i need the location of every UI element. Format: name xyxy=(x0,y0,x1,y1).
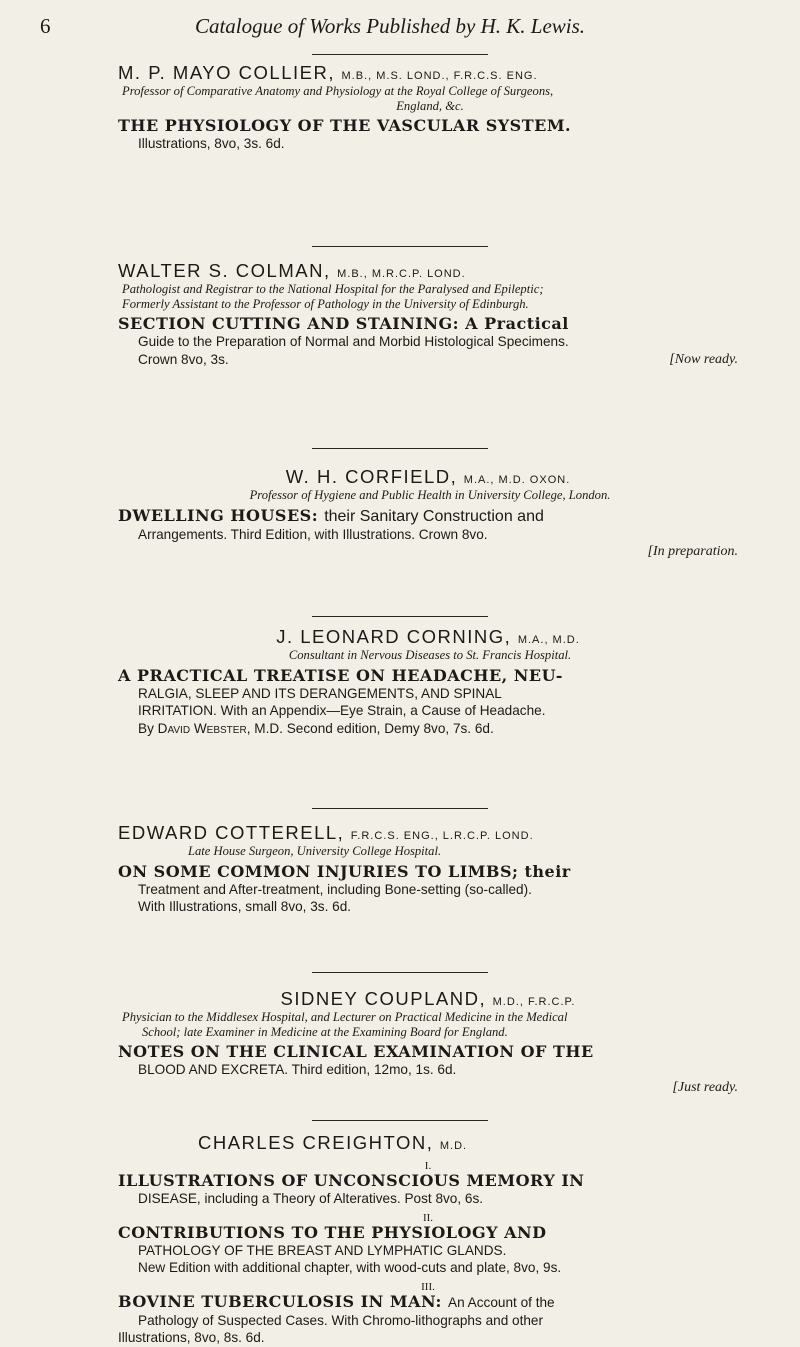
separator-rule xyxy=(312,972,488,973)
separator-rule xyxy=(312,616,488,617)
book-description: PATHOLOGY OF THE BREAST AND LYMPHATIC GLANDS. xyxy=(138,1242,507,1258)
separator-rule xyxy=(312,54,488,55)
book-edition-price: , M.D. Second edition, Demy 8vo, 7s. 6d. xyxy=(246,720,494,736)
catalogue-entry-coupland xyxy=(118,988,738,1096)
book-title-main: SECTION CUTTING AND STAINING: xyxy=(118,314,460,333)
author-affiliation-cont: England, &c. xyxy=(396,98,464,113)
author-qualifications: F.R.C.S. ENG., L.R.C.P. LOND. xyxy=(350,830,534,842)
author-name: W. H. CORFIELD, xyxy=(285,466,458,487)
author-affiliation: Pathologist and Registrar to the National Hospital for the Paralysed and Epileptic; xyxy=(122,282,544,296)
separator-rule xyxy=(312,246,488,247)
author-heading xyxy=(118,260,738,282)
book-title-main: ON SOME COMMON INJURIES TO LIMBS; xyxy=(118,861,519,881)
book-description: Pathology of Suspected Cases. With Chromo-lithographs and other xyxy=(138,1312,544,1328)
author-name: M. P. MAYO COLLIER, xyxy=(118,62,335,83)
availability-status: [In preparation. xyxy=(647,544,738,559)
running-head xyxy=(40,14,740,42)
work-numeral: II. xyxy=(422,1211,434,1224)
book-description: Guide to the Preparation of Normal and Morbid Histological Specimens. xyxy=(138,334,569,349)
catalogue-entry-colman xyxy=(118,260,738,368)
author-affiliation-cont: School; late Examiner in Medicine at the Examining Board for England. xyxy=(142,1024,508,1039)
author-heading xyxy=(118,626,738,648)
author-heading xyxy=(118,988,738,1010)
book-price: Crown 8vo, 3s. xyxy=(138,351,229,367)
book-description: Treatment and After-treatment, including Bone-setting (so-called). xyxy=(138,881,532,897)
author-affiliation: Late House Surgeon, University College Hospital. xyxy=(188,844,442,858)
author-affiliation: Professor of Comparative Anatomy and Physiology at the Royal College of Surgeons, xyxy=(122,84,554,98)
contributor-name: David Webster xyxy=(157,720,247,736)
work-numeral: I. xyxy=(424,1160,432,1172)
separator-rule xyxy=(312,1120,488,1121)
author-qualifications: M.D., F.R.C.P. xyxy=(492,996,576,1008)
book-title: THE PHYSIOLOGY OF THE VASCULAR SYSTEM. xyxy=(118,116,572,135)
byline-prefix: By xyxy=(138,720,158,736)
separator-rule xyxy=(312,448,488,449)
running-title: Catalogue of Works Published by H. K. Lewis. xyxy=(194,14,586,38)
separator-rule xyxy=(312,808,488,809)
author-heading xyxy=(118,822,738,844)
book-description: Arrangements. Third Edition, with Illustrations. Crown 8vo. xyxy=(138,526,488,542)
work-numeral: III. xyxy=(421,1280,435,1293)
catalogue-entry-creighton xyxy=(118,1132,738,1347)
author-qualifications: M.B., M.R.C.P. LOND. xyxy=(337,268,466,280)
availability-status: [Just ready. xyxy=(672,1079,738,1095)
book-description-byline xyxy=(118,720,738,738)
book-description-cont: With Illustrations, small 8vo, 3s. 6d. xyxy=(138,899,352,914)
author-affiliation-cont: Formerly Assistant to the Professor of Pathology in the University of Edinburgh. xyxy=(122,296,529,311)
book-title: CONTRIBUTIONS TO THE PHYSIOLOGY AND xyxy=(118,1222,547,1242)
author-qualifications: M.B., M.S. LOND., F.R.C.S. ENG. xyxy=(341,70,538,82)
book-title xyxy=(118,1293,738,1312)
author-affiliation: Professor of Hygiene and Public Health in University College, London. xyxy=(249,488,611,502)
book-title: ILLUSTRATIONS OF UNCONSCIOUS MEMORY IN xyxy=(118,1171,585,1190)
availability-status: [Now ready. xyxy=(669,351,738,367)
book-title-main: DWELLING HOUSES: xyxy=(118,505,319,525)
author-name: J. LEONARD CORNING, xyxy=(276,626,512,647)
book-title-cont: their Sanitary Construction and xyxy=(324,507,544,525)
author-name: SIDNEY COUPLAND, xyxy=(280,988,487,1009)
author-heading xyxy=(118,62,738,84)
book-description-cont xyxy=(118,351,738,369)
book-title-main: BOVINE TUBERCULOSIS IN MAN: xyxy=(118,1291,442,1311)
book-description: Illustrations, 8vo, 3s. 6d. xyxy=(138,136,285,151)
book-title xyxy=(118,507,738,526)
catalogue-entry-corfield xyxy=(118,466,738,561)
author-qualifications: M.D. xyxy=(439,1140,468,1152)
book-description-cont xyxy=(118,543,738,561)
author-heading xyxy=(118,1132,738,1154)
author-name: EDWARD COTTERELL, xyxy=(118,822,345,843)
book-description-cont: IRRITATION. With an Appendix—Eye Strain, a Cause of Headache. xyxy=(138,703,546,718)
book-title xyxy=(118,315,738,333)
book-title xyxy=(118,863,738,881)
book-title: NOTES ON THE CLINICAL EXAMINATION OF THE xyxy=(118,1042,594,1061)
author-name: WALTER S. COLMAN, xyxy=(118,260,331,281)
author-affiliation: Consultant in Nervous Diseases to St. Francis Hospital. xyxy=(288,648,572,662)
book-description-cont: New Edition with additional chapter, with wood-cuts and plate, 8vo, 9s. xyxy=(138,1260,562,1275)
author-heading xyxy=(118,466,738,488)
book-title-cont: their xyxy=(524,861,571,881)
book-description: RALGIA, SLEEP AND ITS DERANGEMENTS, AND SPINAL xyxy=(138,685,502,701)
book-description-cont xyxy=(118,1079,738,1097)
book-description: BLOOD AND EXCRETA. Third edition, 12mo, 1s. 6d. xyxy=(138,1062,457,1077)
book-title-cont: An Account of the xyxy=(448,1294,555,1310)
book-description: DISEASE, including a Theory of Alteratives. Post 8vo, 6s. xyxy=(138,1191,484,1206)
catalogue-entry-cotterell xyxy=(118,822,738,916)
catalogue-entry-corning xyxy=(118,626,738,737)
author-name: CHARLES CREIGHTON, xyxy=(198,1132,434,1153)
author-qualifications: M.A., M.D. xyxy=(517,634,580,646)
book-description-cont: Illustrations, 8vo, 8s. 6d. xyxy=(118,1330,265,1345)
book-title: A PRACTICAL TREATISE ON HEADACHE, NEU- xyxy=(118,665,563,685)
page-number: 6 xyxy=(40,14,51,38)
author-affiliation: Physician to the Middlesex Hospital, and Lecturer on Practical Medicine in the Medical xyxy=(122,1010,568,1024)
book-title-cont: A Practical xyxy=(465,314,569,333)
author-qualifications: M.A., M.D. OXON. xyxy=(463,474,571,486)
catalogue-entry-collier xyxy=(118,62,738,153)
